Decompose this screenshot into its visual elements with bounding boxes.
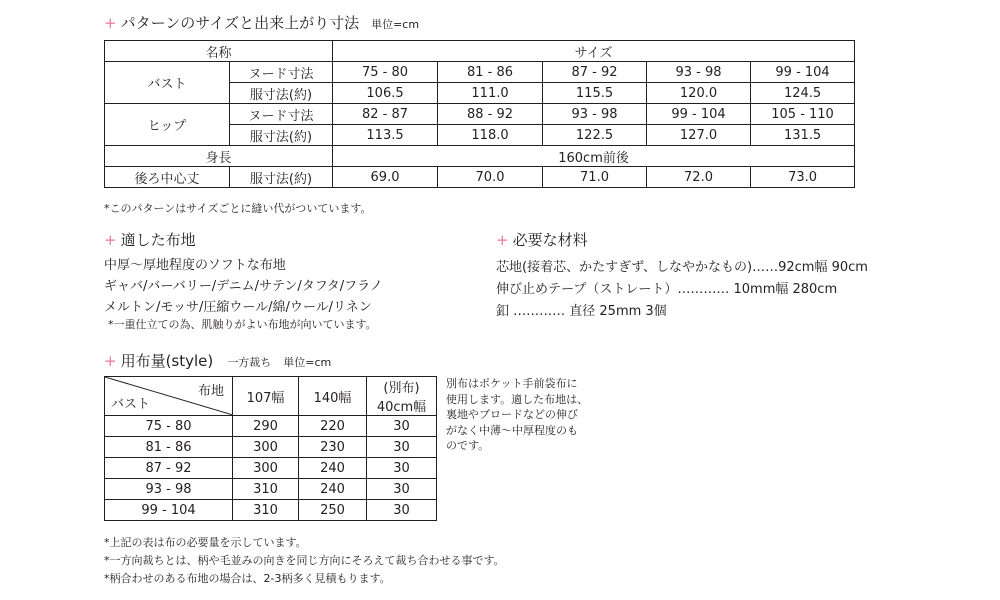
table-cell: 99 - 104 xyxy=(751,62,855,83)
fabric-usage-table xyxy=(104,376,437,521)
plus-icon: + xyxy=(496,231,509,249)
size-section-unit: 単位=cm xyxy=(371,18,420,31)
table-cell: 30 xyxy=(367,500,437,521)
table-cell: 240 xyxy=(299,458,367,479)
table-cell: 99 - 104 xyxy=(647,104,751,125)
column-header: 140幅 xyxy=(299,377,367,416)
table-cell: 75 - 80 xyxy=(105,416,233,437)
table-cell: 300 xyxy=(233,458,299,479)
table-cell: 88 - 92 xyxy=(438,104,543,125)
fabric-note: *一重仕立ての為、肌触りがよい布地が向いています。 xyxy=(108,318,377,331)
table-cell: 30 xyxy=(367,458,437,479)
table-cell: 99 - 104 xyxy=(105,500,233,521)
table-cell: 87 - 92 xyxy=(543,62,647,83)
table-cell: 240 xyxy=(299,479,367,500)
table-cell: 111.0 xyxy=(438,83,543,104)
row-height-label: 身長 xyxy=(105,146,333,167)
row-sub-label: 服寸法(約) xyxy=(230,125,333,146)
table-cell: 30 xyxy=(367,479,437,500)
table-cell: 250 xyxy=(299,500,367,521)
table-cell: 113.5 xyxy=(333,125,438,146)
table-cell: 69.0 xyxy=(333,167,438,188)
row-sub-label: ヌード寸法 xyxy=(230,62,333,83)
material-line: 伸び止めテープ（ストレート）………… 10mm幅 280cm xyxy=(496,282,838,297)
table-cell: 310 xyxy=(233,479,299,500)
corner-cell xyxy=(105,377,233,416)
table-cell: 230 xyxy=(299,437,367,458)
table-cell: 105 - 110 xyxy=(751,104,855,125)
table-cell: 87 - 92 xyxy=(105,458,233,479)
row-group-hip: ヒップ xyxy=(105,104,230,146)
usage-section-title: 用布量(style) xyxy=(120,352,214,370)
header-name: 名称 xyxy=(105,41,333,62)
size-section-title: パターンのサイズと出来上がり寸法 xyxy=(120,14,360,32)
row-group-bust: バスト xyxy=(105,62,230,104)
materials-section-title: 必要な材料 xyxy=(512,231,588,249)
usage-unit: 単位=cm xyxy=(283,356,332,369)
usage-note: *一方向裁ちとは、柄や毛並みの向きを同じ方向にそろえて裁ち合わせる事です。 xyxy=(104,554,505,567)
side-note xyxy=(446,376,588,454)
table-cell: 93 - 98 xyxy=(105,479,233,500)
row-sub-label: 服寸法(約) xyxy=(230,167,333,188)
table-cell: 75 - 80 xyxy=(333,62,438,83)
side-note-line: がなく中薄〜中厚程度のも xyxy=(446,423,578,437)
side-note-line: のです。 xyxy=(446,439,490,452)
header-sizes: サイズ xyxy=(333,41,855,62)
size-note: *このパターンはサイズごとに縫い代がついています。 xyxy=(104,202,372,215)
table-cell: 127.0 xyxy=(647,125,751,146)
column-header: (別布) xyxy=(367,377,437,397)
table-cell: 120.0 xyxy=(647,83,751,104)
usage-note: *上記の表は布の必要量を示しています。 xyxy=(104,536,307,549)
fabric-section-title: 適した布地 xyxy=(120,231,196,249)
table-cell: 81 - 86 xyxy=(438,62,543,83)
row-sub-label: 服寸法(約) xyxy=(230,83,333,104)
plus-icon: + xyxy=(104,231,117,249)
fabric-section-heading xyxy=(104,229,196,250)
table-cell: 93 - 98 xyxy=(647,62,751,83)
side-note-line: 使用します。適した布地は、 xyxy=(446,392,589,406)
table-cell: 118.0 xyxy=(438,125,543,146)
fabric-line: ギャバ/バーバリー/デニム/サテン/タフタ/フラノ xyxy=(104,279,383,294)
table-cell: 93 - 98 xyxy=(543,104,647,125)
row-height-value: 160cm前後 xyxy=(333,146,855,167)
side-note-line: 別布はポケット手前袋布に xyxy=(446,377,578,390)
table-cell: 220 xyxy=(299,416,367,437)
table-cell: 106.5 xyxy=(333,83,438,104)
table-cell: 73.0 xyxy=(751,167,855,188)
materials-section-heading xyxy=(496,229,588,250)
table-cell: 122.5 xyxy=(543,125,647,146)
table-cell: 82 - 87 xyxy=(333,104,438,125)
row-back-length-label: 後ろ中心丈 xyxy=(105,167,230,188)
size-section-heading xyxy=(104,12,419,33)
plus-icon: + xyxy=(104,352,117,370)
table-cell: 124.5 xyxy=(751,83,855,104)
usage-note: *柄合わせのある布地の場合は、2-3柄多く見積もります。 xyxy=(104,572,391,585)
fabric-line: メルトン/モッサ/圧縮ウール/綿/ウール/リネン xyxy=(104,300,372,315)
table-cell: 310 xyxy=(233,500,299,521)
material-line: 芯地(接着芯、かたすぎず、しなやかなもの)……92cm幅 90cm xyxy=(496,260,868,275)
table-cell: 131.5 xyxy=(751,125,855,146)
column-header: 40cm幅 xyxy=(367,396,437,416)
table-cell: 115.5 xyxy=(543,83,647,104)
usage-cut: 一方裁ち xyxy=(227,356,272,369)
plus-icon: + xyxy=(104,14,117,32)
table-cell: 70.0 xyxy=(438,167,543,188)
size-table xyxy=(104,40,855,188)
material-line: 釦 ………… 直径 25mm 3個 xyxy=(496,304,667,319)
column-header: 107幅 xyxy=(233,377,299,416)
table-cell: 30 xyxy=(367,416,437,437)
table-cell: 81 - 86 xyxy=(105,437,233,458)
usage-section-heading xyxy=(104,350,331,371)
corner-top-label: 布地 xyxy=(197,384,224,399)
table-cell: 290 xyxy=(233,416,299,437)
table-cell: 72.0 xyxy=(647,167,751,188)
table-cell: 30 xyxy=(367,437,437,458)
table-cell: 71.0 xyxy=(543,167,647,188)
row-sub-label: ヌード寸法 xyxy=(230,104,333,125)
side-note-line: 裏地やブロードなどの伸び xyxy=(446,408,578,421)
table-cell: 300 xyxy=(233,437,299,458)
fabric-line: 中厚〜厚地程度のソフトな布地 xyxy=(104,258,286,273)
corner-bottom-label: バスト xyxy=(111,397,151,412)
